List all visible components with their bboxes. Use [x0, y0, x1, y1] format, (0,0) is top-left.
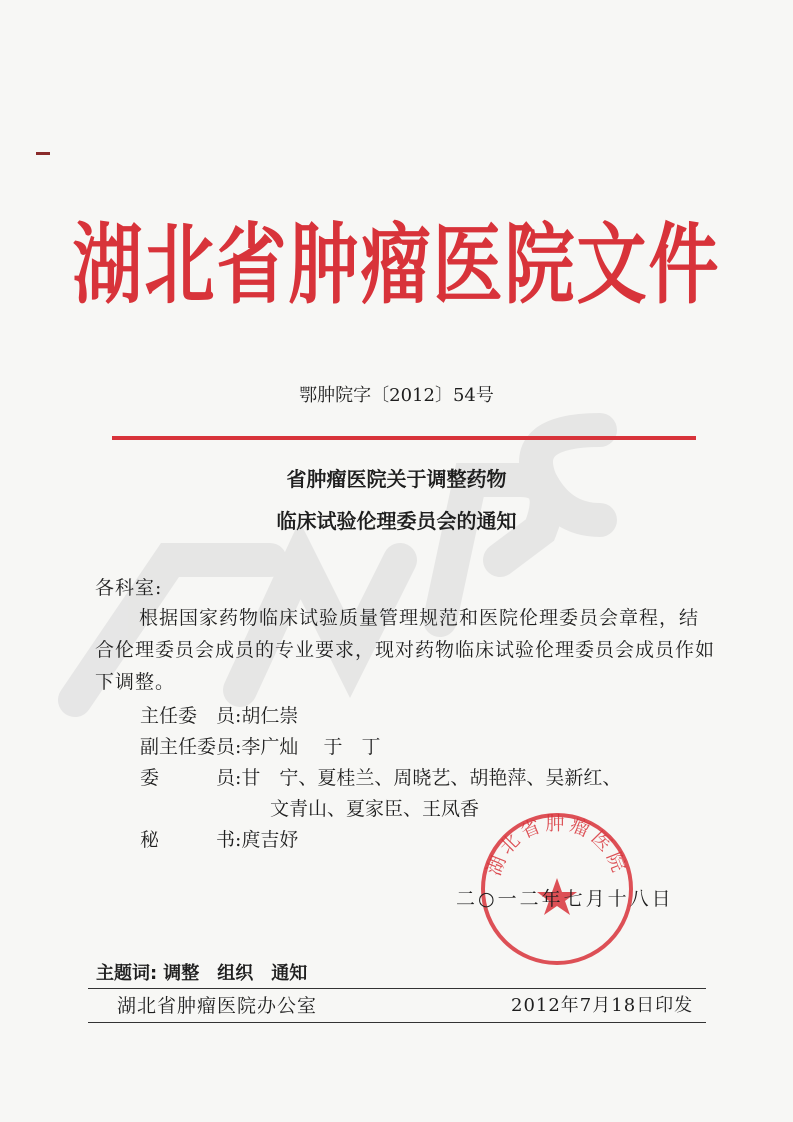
footer-issuer: 湖北省肿瘤医院办公室 — [117, 995, 318, 1017]
member-label: 委 员: — [140, 767, 242, 789]
member-value: 庹吉妤 — [241, 829, 299, 851]
member-row — [270, 793, 479, 825]
notice-title-line-2: 临床试验伦理委员会的通知 — [276, 509, 517, 533]
issue-date: 二○一二年七月十八日 — [456, 888, 674, 910]
footer-rule-bottom — [88, 1022, 706, 1023]
notice-title-line-1: 省肿瘤医院关于调整药物 — [286, 467, 507, 491]
svg-text:湖北省肿瘤医院 — [483, 813, 631, 879]
member-row — [140, 762, 621, 794]
body-paragraph: 根据国家药物临床试验质量管理规范和医院伦理委员会章程，结合伦理委员会成员的专业要求，现对药物临床试验伦理委员会成员作如下调整。 — [95, 607, 716, 693]
member-row — [140, 824, 298, 856]
member-row — [140, 700, 298, 732]
scan-mark — [36, 152, 50, 155]
member-label: 主任委 员: — [140, 705, 242, 727]
member-value: 李广灿 于 丁 — [241, 736, 381, 758]
member-label: 秘 书: — [140, 829, 242, 851]
member-row — [140, 731, 380, 763]
footer-rule-top — [88, 988, 706, 989]
member-value: 胡仁崇 — [241, 705, 299, 727]
member-value: 甘 宁、夏桂兰、周晓艺、胡艳萍、吴新红、 — [241, 767, 622, 789]
keywords-value: 调整 组织 通知 — [163, 963, 308, 984]
keywords-row — [96, 960, 307, 988]
salutation: 各科室: — [95, 577, 163, 599]
keywords-label: 主题词: — [96, 963, 158, 984]
red-divider — [112, 436, 696, 440]
document-header-title: 湖北省肿瘤医院文件 — [72, 213, 721, 316]
footer-print-date: 2012年7月18日印发 — [511, 995, 694, 1016]
document-number: 鄂肿院字〔2012〕54号 — [299, 385, 494, 406]
member-value: 文青山、夏家臣、王凤香 — [270, 798, 480, 820]
seal-text: 湖北省肿瘤医院 — [483, 812, 631, 879]
member-label: 副主任委员: — [140, 736, 242, 758]
